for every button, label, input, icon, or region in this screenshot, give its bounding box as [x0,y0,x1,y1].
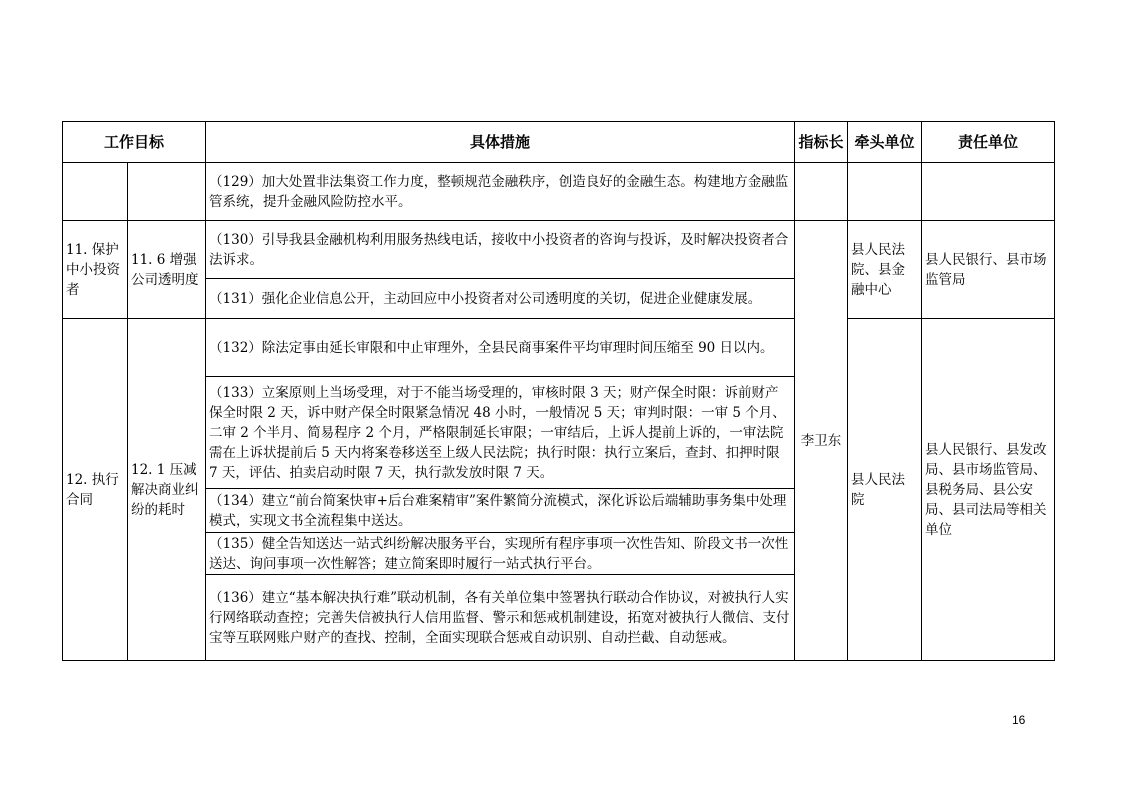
table-row [63,319,1055,377]
work-plan-table [62,121,1055,661]
lead-unit-12: 县人民法院 [848,319,922,661]
goal-11: 11. 保护中小投资者 [63,221,128,319]
table-row [63,163,1055,221]
lead-unit-cell [848,163,922,221]
responsible-12: 县人民银行、县发改局、县市场监管局、县税务局、县公安局、县司法局等相关单位 [922,319,1055,661]
goal-12: 12. 执行合同 [63,319,128,661]
measure-135: （135）健全告知送达一站式纠纷解决服务平台，实现所有程序事项一次性告知、阶段文书一次性送达、询问事项一次性解答；建立简案即时履行一站式执行平台。 [206,533,795,575]
subgoal-11-6: 11. 6 增强公司透明度 [128,221,206,319]
header-measures: 具体措施 [206,122,795,163]
subgoal-12-1: 12. 1 压减解决商业纠纷的耗时 [128,319,206,661]
measure-134: （134）建立“前台简案快审+后台难案精审”案件繁简分流模式，深化诉讼后端辅助事务集中处理模式，实现文书全流程集中送达。 [206,489,795,533]
goal-cell [63,163,128,221]
indicator-lead-cell [795,163,848,221]
header-row [63,122,1055,163]
page-number: 16 [1012,713,1026,727]
subgoal-cell [128,163,206,221]
measure-131: （131）强化企业信息公开，主动回应中小投资者对公司透明度的关切，促进企业健康发展。 [206,279,795,319]
measure-129: （129）加大处置非法集资工作力度，整顿规范金融秩序，创造良好的金融生态。构建地方金融监管系统，提升金融风险防控水平。 [206,163,795,221]
measure-132: （132）除法定事由延长审限和中止审理外，全县民商事案件平均审理时间压缩至 90 日以内。 [206,319,795,377]
table-row [63,221,1055,279]
header-goal: 工作目标 [63,122,206,163]
header-lead-unit: 牵头单位 [848,122,922,163]
indicator-lead: 李卫东 [795,221,848,661]
responsible-11: 县人民银行、县市场监管局 [922,221,1055,319]
measure-130: （130）引导我县金融机构利用服务热线电话，接收中小投资者的咨询与投诉，及时解决投资者合法诉求。 [206,221,795,279]
responsible-cell [922,163,1055,221]
header-responsible-units: 责任单位 [922,122,1055,163]
lead-unit-11: 县人民法院、县金融中心 [848,221,922,319]
measure-133: （133）立案原则上当场受理，对于不能当场受理的，审核时限 3 天；财产保全时限：诉前财产保全时限 2 天，诉中财产保全时限紧急情况 48 小时，一般情况 5 天；审判时限：一审 5 个月、二审 2 个半月、简易程序 2 个月，严格限制延长审限；一审结后，上诉人提前上诉的，一审法院需在上诉状提前后 5 天内将案卷移送至上级人民法院；执行时限：执行立案后，查封、扣押时限 7 天，评估、拍卖启动时限 7 天，执行款发放时限 7 天。 [206,377,795,489]
measure-136: （136）建立“基本解决执行难”联动机制，各有关单位集中签署执行联动合作协议，对被执行人实行网络联动查控；完善失信被执行人信用监督、警示和惩戒机制建设，拓宽对被执行人微信、支付宝等互联网账户财产的查找、控制，全面实现联合惩戒自动识别、自动拦截、自动惩戒。 [206,575,795,661]
header-indicator-lead: 指标长 [795,122,848,163]
